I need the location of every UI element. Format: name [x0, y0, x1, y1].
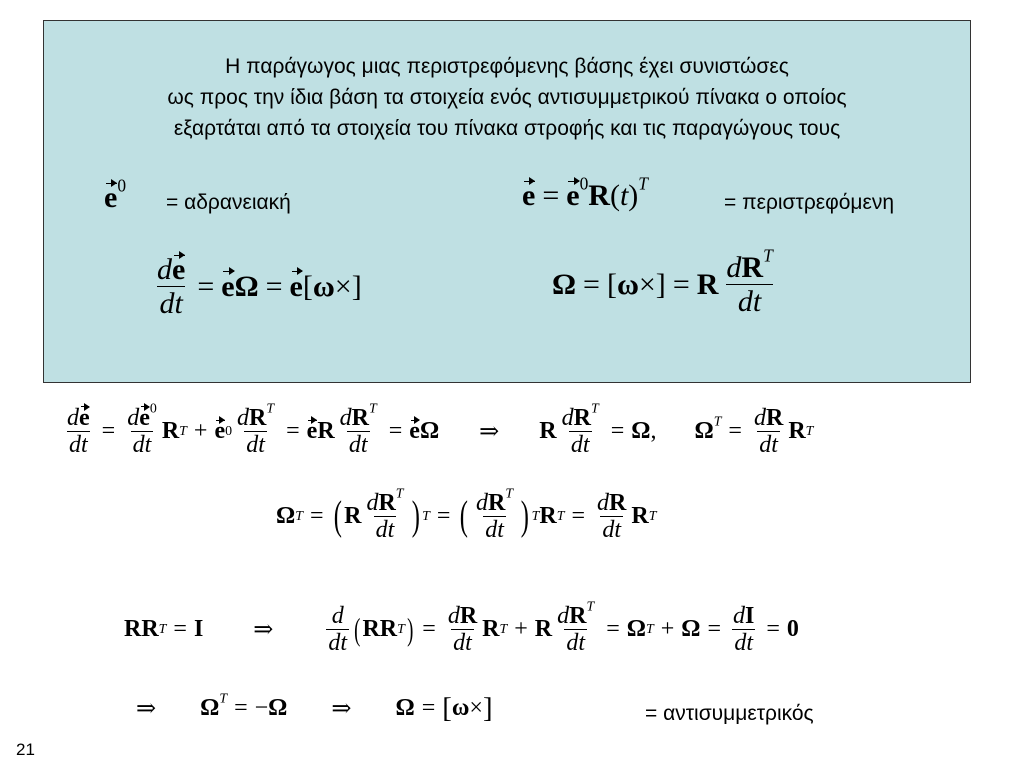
basis-derivative-equation: $\frac{de}{dt}$ = e Ω = e [ ω ×]: [157, 253, 362, 320]
page-number: 21: [16, 740, 35, 759]
intro-line-3: εξαρτάται από τα στοιχεία του πίνακα στροφής και τις παραγώγους τους: [173, 117, 841, 140]
derivation-line-4: ⇒ $\Omega^T$ = − Ω ⇒ Ω = [ ω × ]: [136, 691, 493, 724]
derivation-line-1: $\frac{de}{dt}$ = $\frac{de^0}{dt}$ R T + e 0 $\frac{dR^T}{dt}$ = e R $\frac{dR^T}{dt}$ = e Ω ⇒ R $\frac{dR^T}{dt}$ = Ω , $\Omega^T$ = $\frac{dR}{dt}$ R T: [67, 401, 814, 459]
rotating-basis-equation: $e = e^0R(t)^T$: [522, 173, 648, 212]
definition-box: [43, 20, 971, 383]
rotating-label: = περιστρεφόμενη: [724, 191, 895, 214]
antisymmetric-label: = αντισυμμετρικός: [645, 702, 814, 725]
inertial-label: = αδρανειακή: [166, 191, 291, 214]
inertial-basis-symbol: $e^0$: [104, 175, 127, 214]
intro-text: [44, 51, 970, 144]
derivation-line-2: Ω T = ( R $\frac{dR^T}{dt}$ ) T = ( $\frac{dR^T}{dt}$ ) T R T = $\frac{dR}{dt}$ R T: [276, 486, 657, 544]
intro-line-2: ως προς την ίδια βάση τα στοιχεία ενός αντισυμμετρικού πίνακα ο οποίος: [167, 86, 847, 109]
omega-definition-equation: Ω = [ ω ×] = R $\frac{dR^T}{dt}$: [552, 245, 773, 318]
derivation-line-3: RR T = I ⇒ $\frac{d}{dt}$ ( RR T ) = $\frac{dR}{dt}$ R T + R $\frac{dR^T}{dt}$ = Ω T + Ω = $\frac{dI}{dt}$ = 0: [124, 599, 799, 657]
intro-line-1: Η παράγωγος μιας περιστρεφόμενης βάσης έχει συνιστώσες: [225, 55, 789, 78]
